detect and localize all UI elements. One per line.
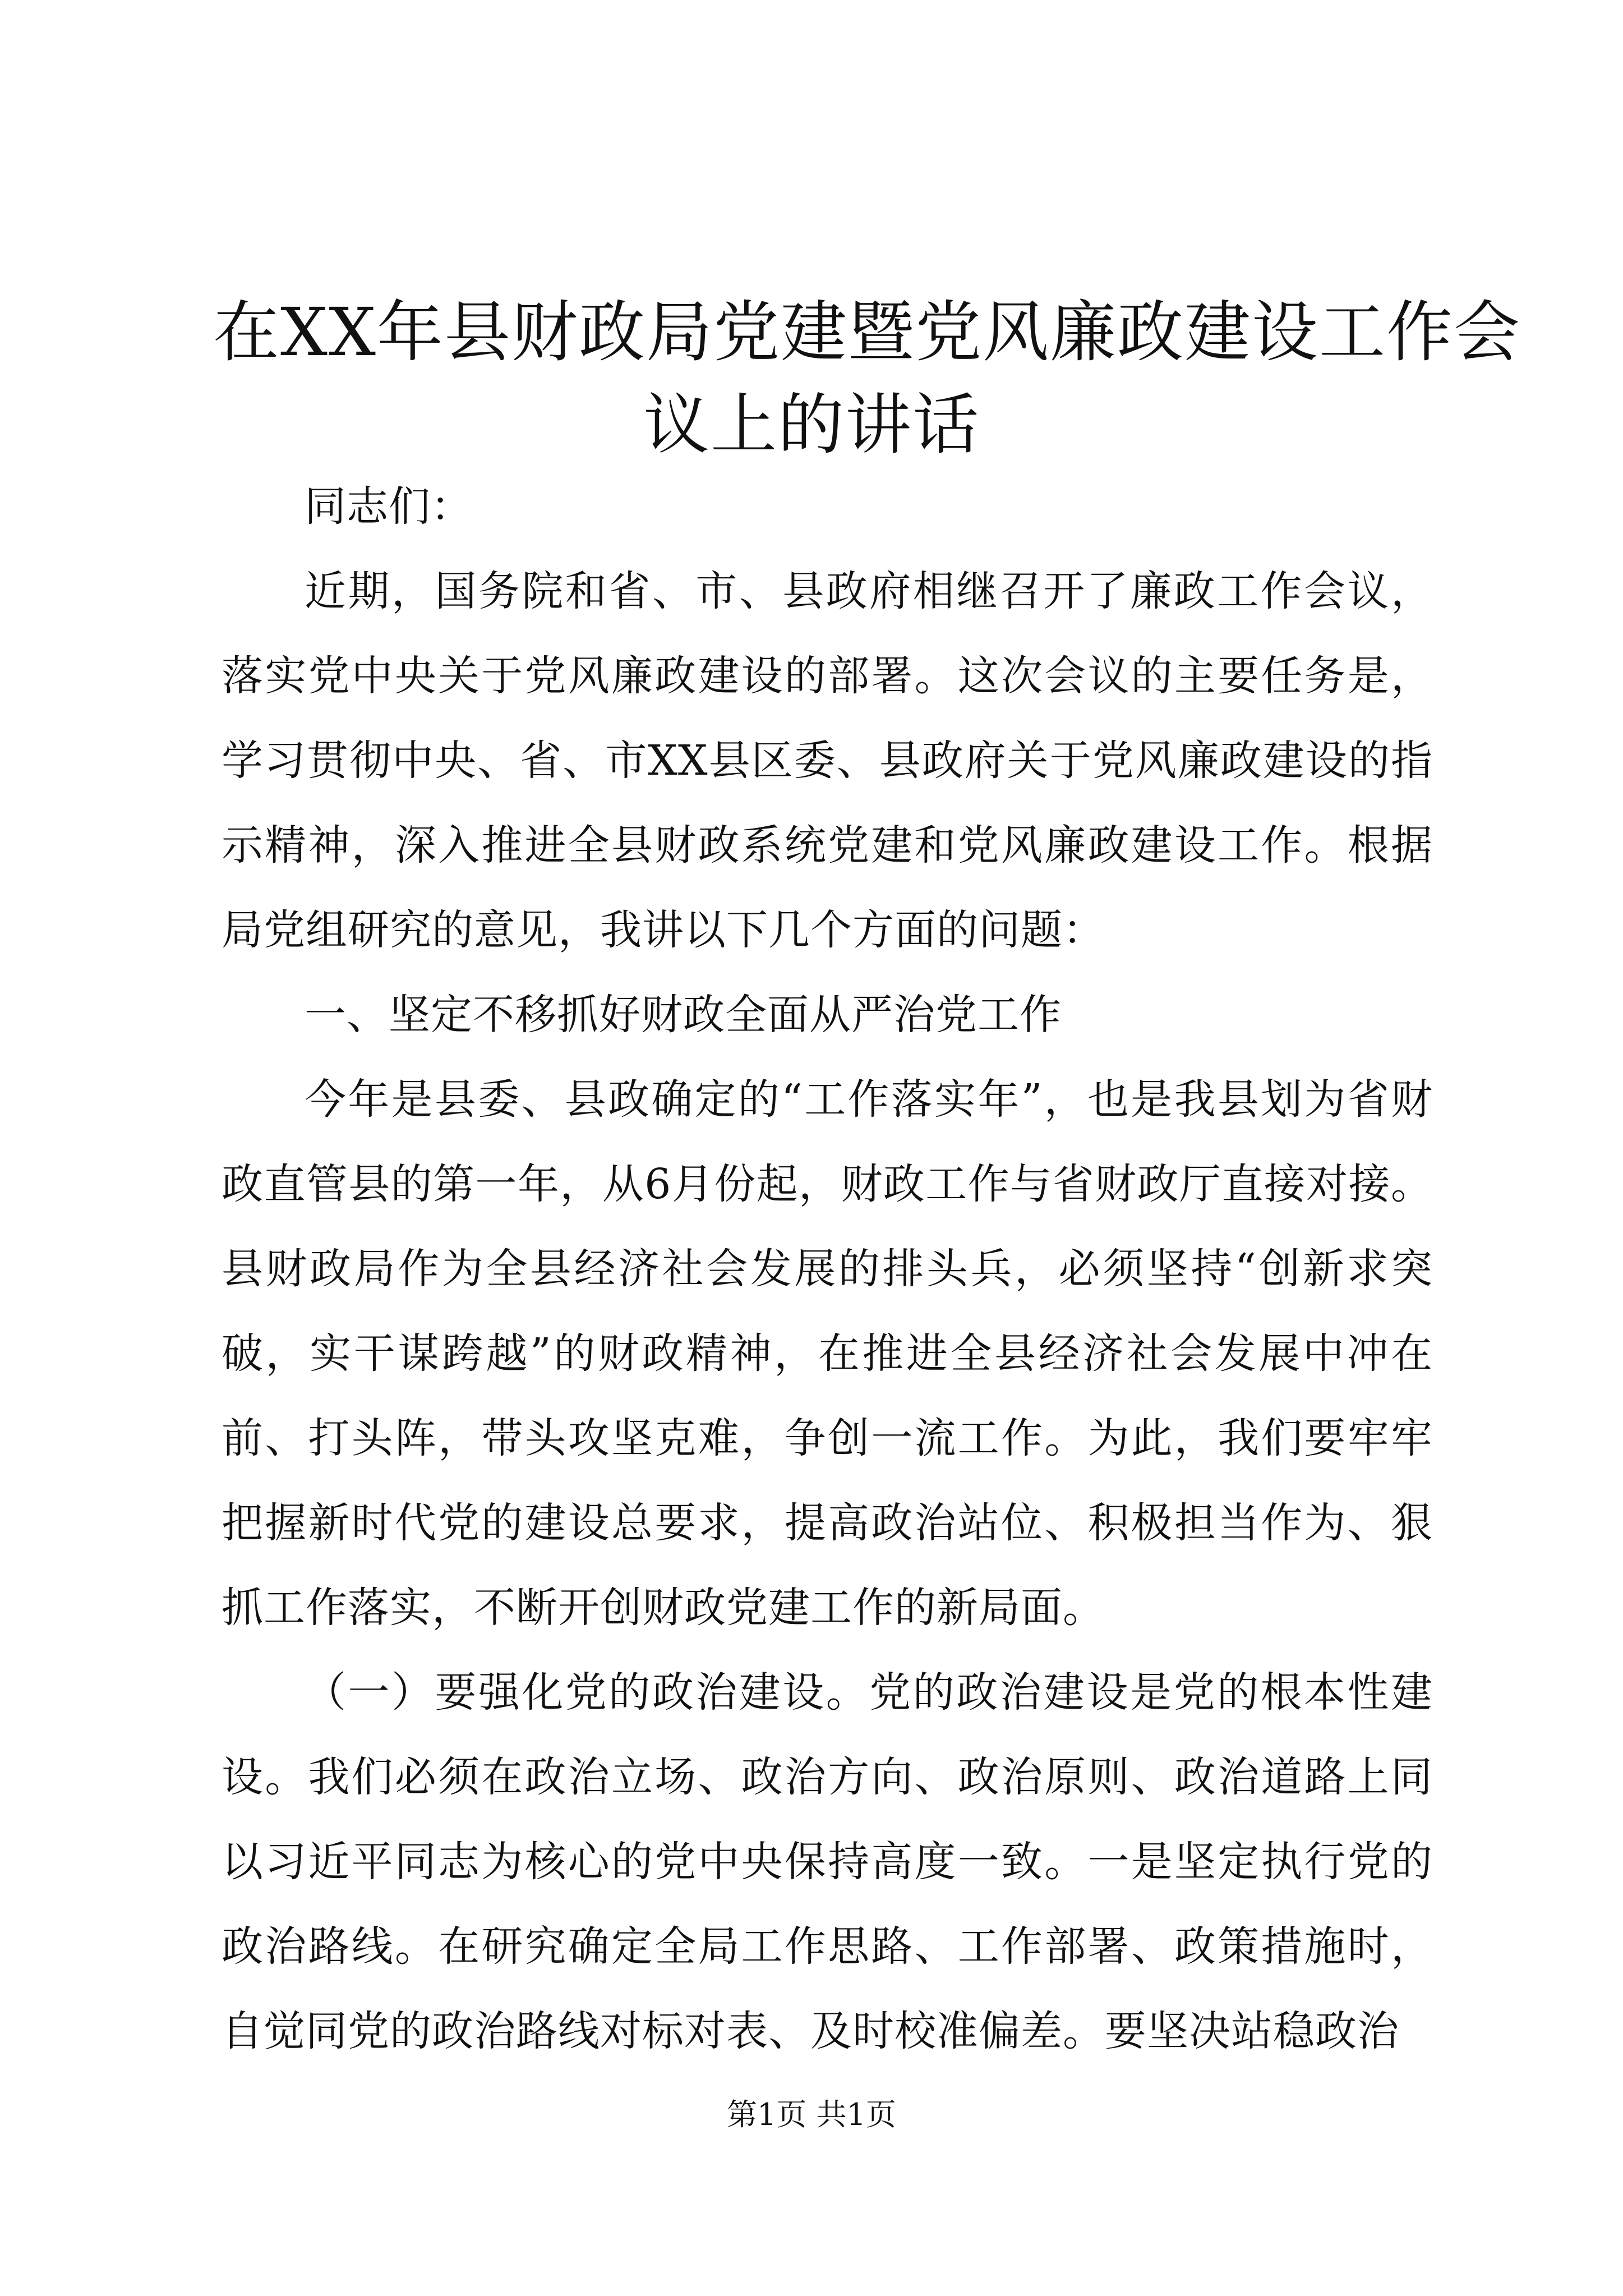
title-line-2: 议上的讲话 xyxy=(643,386,980,463)
section-heading-1: 一、坚定不移抓好财政全面从严治党工作 xyxy=(305,991,1062,1039)
paragraph-intro: 近期，国务院和省、市、县政府相继召开了廉政工作会议，落实党中央关于党风廉政建设的部署。这次会议的主要任务是，学习贯彻中央、省、市XX县区委、县政府关于党风廉政建设的指示精神，深入推进全县财政系统党建和党风廉政建设工作。根据局党组研究的意见，我讲以下几个方面的问题： xyxy=(222,567,1433,954)
paragraph-section-1: 今年是县委、县政确定的“工作落实年”，也是我县划为省财政直管县的第一年，从6月份起，财政工作与省财政厅直接对接。县财政局作为全县经济社会发展的排头兵，必须坚持“创新求突破，实干谋跨越”的财政精神，在推进全县经济社会发展中冲在前、打头阵，带头攻坚克难，争创一流工作。为此，我们要牢牢把握新时代党的建设总要求，提高政治站位、积极担当作为、狠抓工作落实，不断开创财政党建工作的新局面。 xyxy=(222,1075,1433,1632)
title-line-1: 在XX年县财政局党建暨党风廉政建设工作会 xyxy=(213,293,1521,371)
page-footer: 第1页 共1页 xyxy=(727,2097,896,2132)
document-body xyxy=(222,464,1433,2074)
document-title xyxy=(213,286,1521,471)
paragraph-subsection-1: （一）要强化党的政治建设。党的政治建设是党的根本性建设。我们必须在政治立场、政治方向、政治原则、政治道路上同以习近平同志为核心的党中央保持高度一致。一是坚定执行党的政治路线。在研究确定全局工作思路、工作部署、政策措施时，自觉同党的政治路线对标对表、及时校准偏差。要坚决站稳政治 xyxy=(222,1668,1433,2055)
salutation: 同志们： xyxy=(305,482,473,531)
